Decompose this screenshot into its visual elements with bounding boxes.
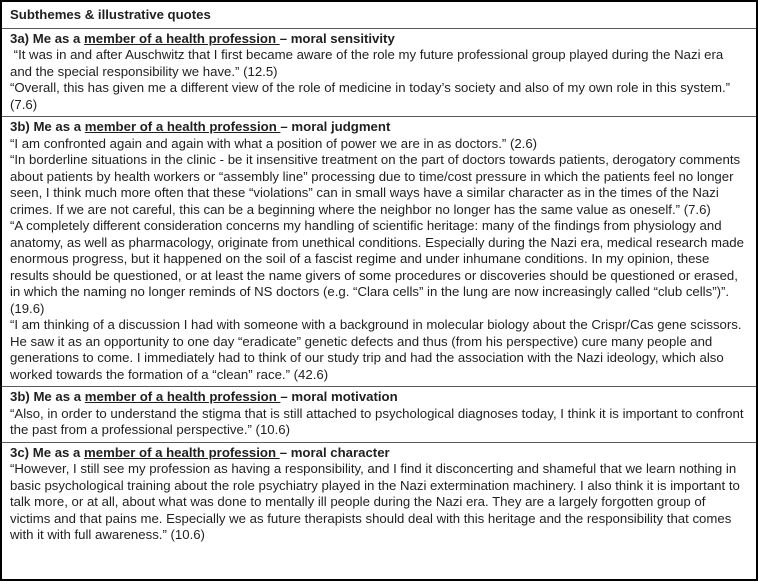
- heading-underlined-phrase: member of a health profession: [84, 389, 281, 404]
- quote: “Also, in order to understand the stigma that is still attached to psychological diagnoses today, I think it is important to confront the past from a professional perspective.” (10.6): [10, 405, 748, 437]
- section-heading: [10, 31, 748, 48]
- heading-suffix: – moral motivation: [280, 389, 398, 404]
- section-heading: [10, 389, 748, 406]
- quote: “Overall, this has given me a different view of the role of medicine in today’s society and also of my own role in this system.” (7.6): [10, 80, 734, 112]
- heading-suffix: – moral character: [279, 444, 390, 460]
- section-3c-moral-character: [2, 443, 756, 547]
- quote: “I am confronted again and again with what a position of power we are in as doctors.” (2.6): [10, 135, 538, 151]
- heading-underlined-phrase: member of a health profession: [84, 30, 280, 46]
- section-heading: [10, 119, 748, 136]
- heading-prefix: 3c) Me as a: [10, 444, 85, 460]
- heading-suffix: – moral judgment: [280, 119, 391, 134]
- heading-suffix: – moral sensitivity: [279, 30, 395, 46]
- quote: “However, I still see my profession as having a responsibility, and I find it disconcerting and shameful that we learn nothing in basic psychological training about the role psychiatry played in the Nazi extermination machinery. I also think it is important to talk more, or at all, about what was done to mentally ill people during the Nazi era. They are a largely forgotten group of victims and that pains me. Especially we as future therapists should deal with this heritage and the responsibility that comes with it with full awareness.” (10.6): [10, 461, 744, 542]
- section-heading: [10, 445, 748, 462]
- section-3b-moral-motivation: [2, 387, 756, 443]
- heading-prefix: 3b) Me as a: [10, 389, 85, 404]
- quote: “It was in and after Auschwitz that I first became aware of the role my future professional group played during the Nazi era and the special responsibility we have.” (12.5): [10, 47, 727, 79]
- heading-underlined-phrase: member of a health profession: [84, 444, 280, 460]
- heading-prefix: 3a) Me as a: [10, 30, 85, 46]
- section-3a-moral-sensitivity: [2, 29, 756, 118]
- quote: “A completely different consideration concerns my handling of scientific heritage: many of the findings from physiology and anatomy, as well as pharmacology, originate from unethical conditions. Especially during the Nazi era, medical research made enormous progress, but it happened on the soil of a fascist regime and under inhumane conditions. In my opinion, these results should be questioned, or at least the name givers of some procedures or discoveries should be questioned or erased, in which the naming no longer reminds of NS doctors (e.g. “Clara cells” in the lung are now increasingly called “club cells”)”. (19.6): [10, 218, 748, 316]
- section-3b-moral-judgment: [2, 117, 756, 387]
- heading-underlined-phrase: member of a health profession: [84, 119, 281, 134]
- table-header: Subthemes & illustrative quotes: [2, 2, 756, 29]
- quote: “I am thinking of a discussion I had with someone with a background in molecular biology about the Crispr/Cas gene scissors. He saw it as an opportunity to one day “eradicate” genetic defects and thus (from his perspective) cure many people and generations to come. I immediately had to think of our study trip and had the association with the Nazi ideology, which also worked towards the formation of a “clean” race.” (42.6): [10, 317, 746, 382]
- quote: “In borderline situations in the clinic - be it insensitive treatment on the part of doctors towards patients, derogatory comments about patients by health workers or “assembly line” processing due to time/cost pressure in which the patients feel no longer seen, I think much more often that these “violations” can in small ways have a similar character as in the times of the Nazi crimes. If we are not careful, this can be a beginning where the neighbor no longer has the same value as oneself.” (7.6): [10, 152, 744, 217]
- heading-prefix: 3b) Me as a: [10, 119, 85, 134]
